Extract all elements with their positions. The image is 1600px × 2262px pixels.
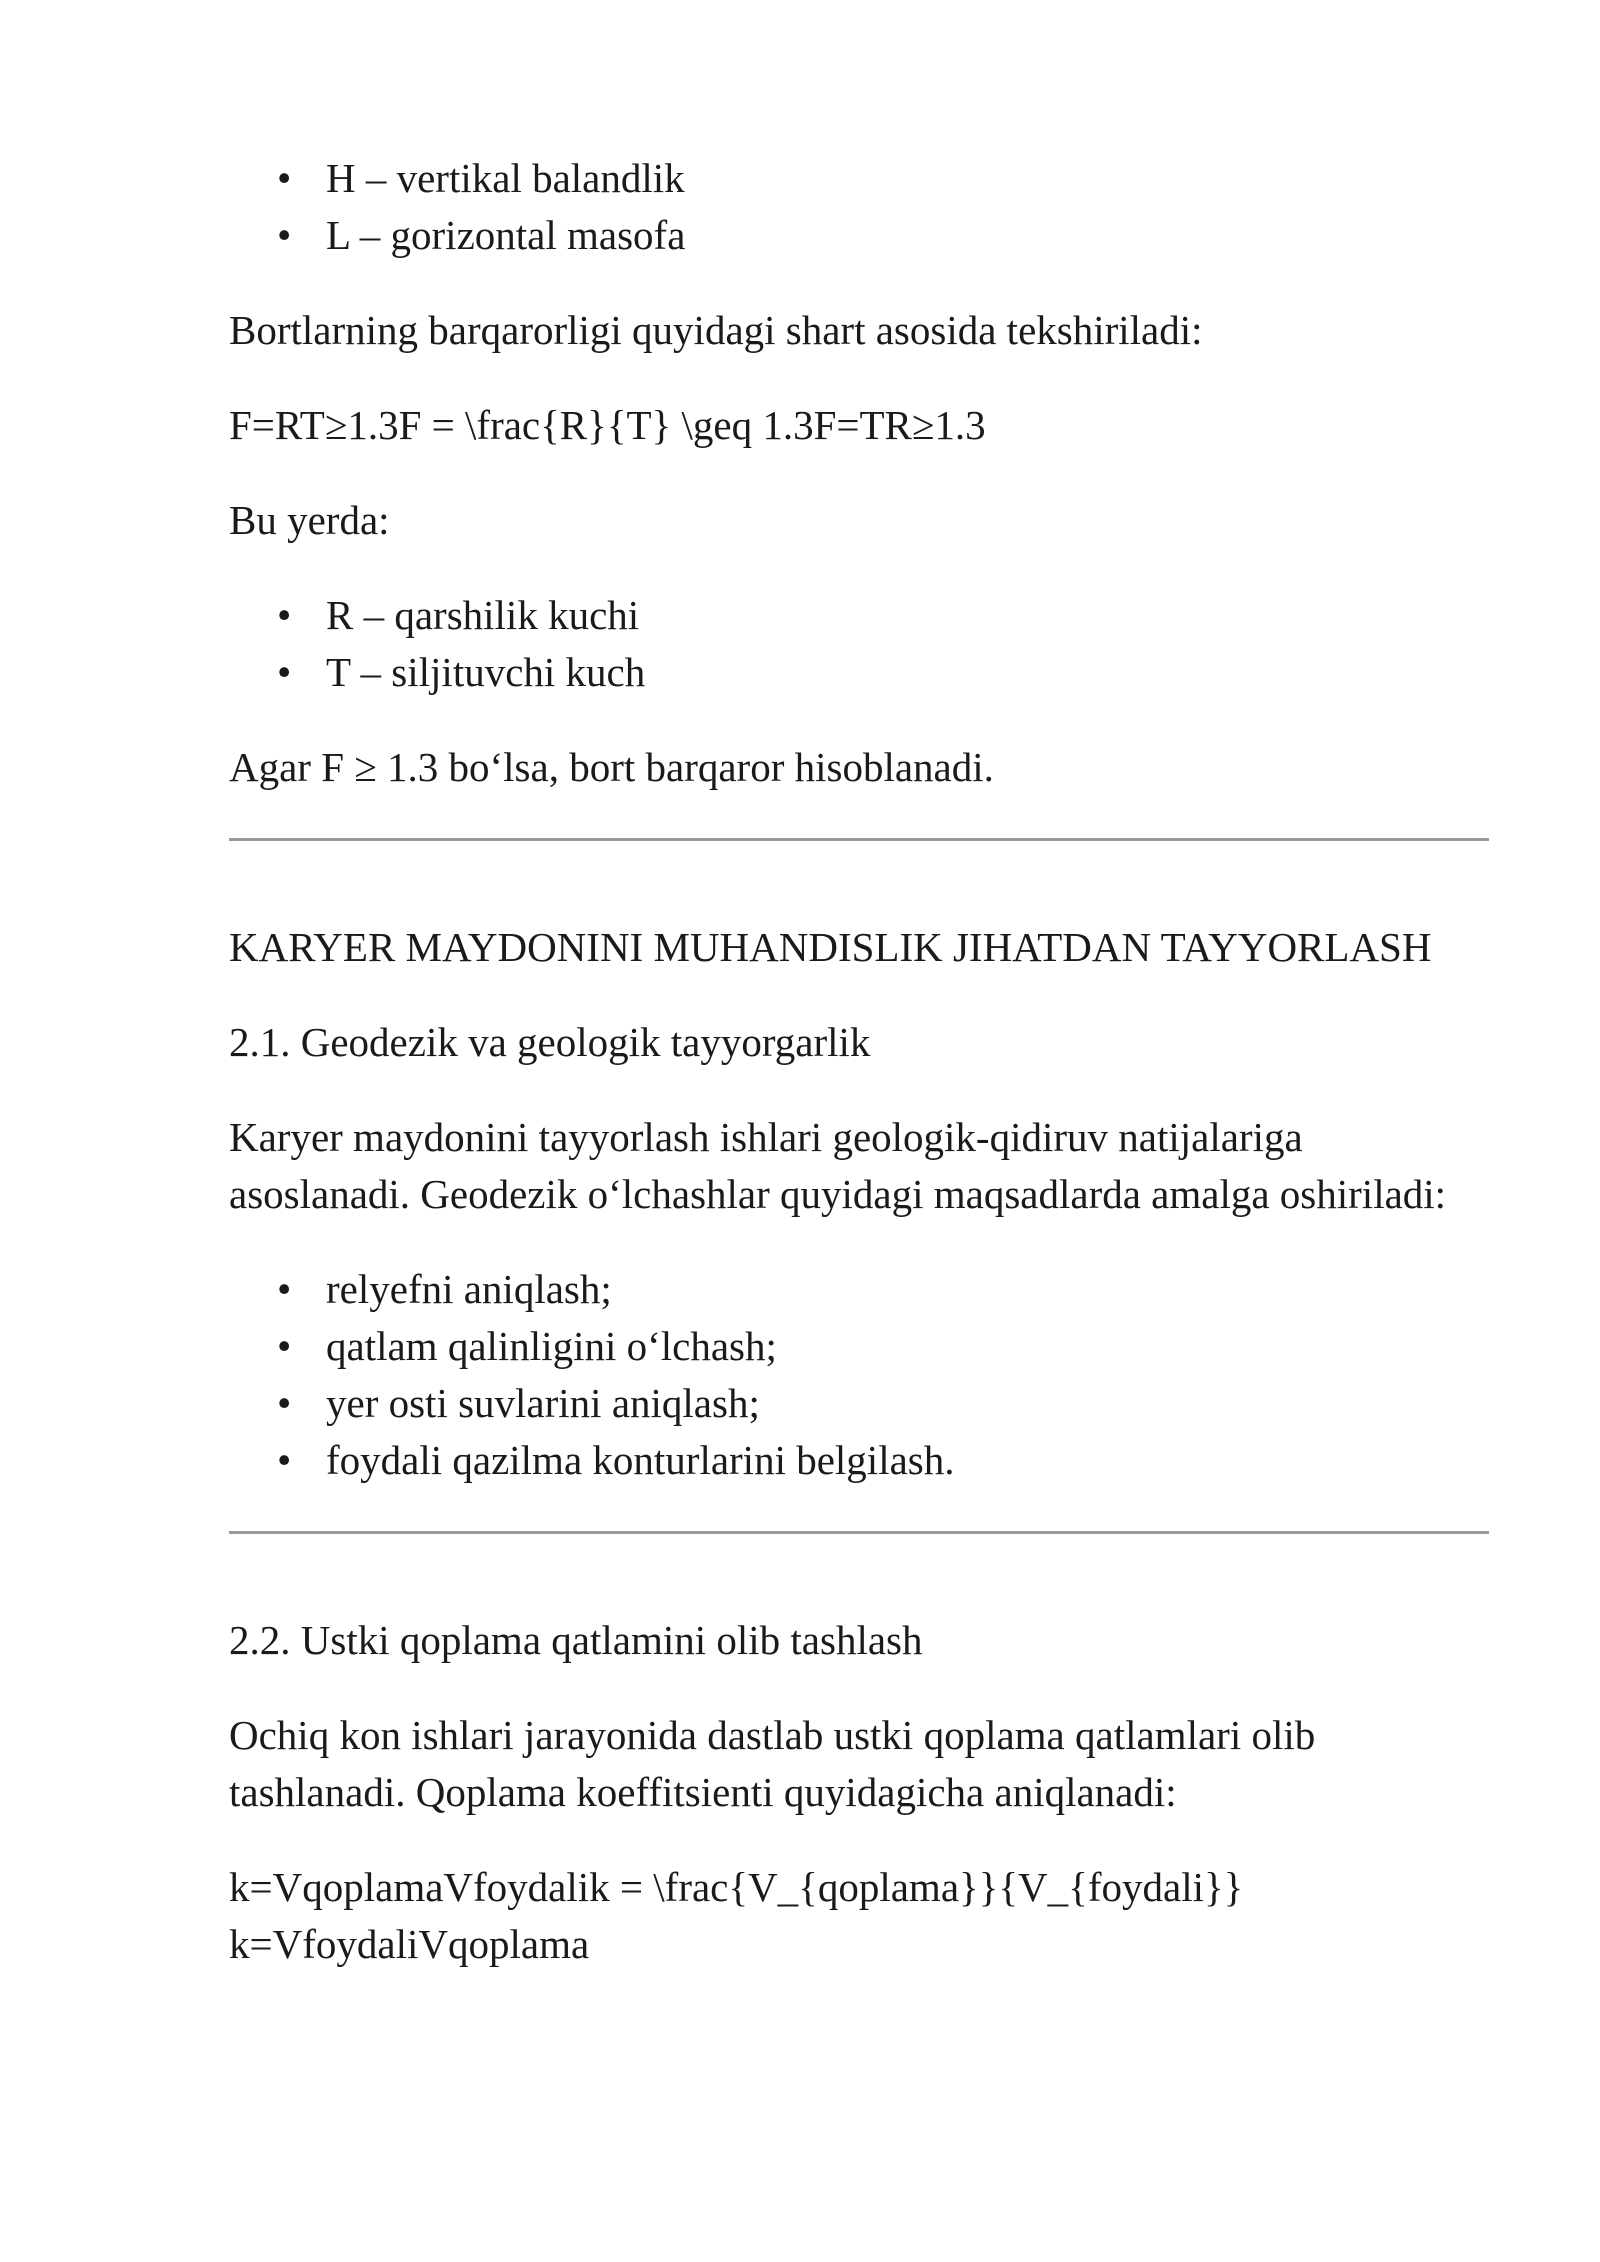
geodetic-goals-list	[229, 1261, 1489, 1489]
safety-factor-formula: F=RT≥1.3F = \frac{R}{T} \geq 1.3F=TR≥1.3	[229, 402, 986, 448]
bullet-icon: •	[277, 1380, 292, 1426]
section-heading: KARYER MAYDONINI MUHANDISLIK JIHATDAN TAYYORLASH	[229, 924, 1432, 970]
stability-paragraph: Bortlarning barqarorligi quyidagi shart asosida tekshiriladi:	[229, 307, 1203, 353]
bullet-icon: •	[277, 649, 292, 695]
list-item-text: foydali qazilma konturlarini belgilash.	[326, 1437, 955, 1483]
list-item-text: relyefni aniqlash;	[326, 1266, 612, 1312]
where-paragraph: Bu yerda:	[229, 497, 390, 543]
bullet-icon: •	[277, 1437, 292, 1483]
overburden-paragraph: Ochiq kon ishlari jarayonida dastlab ustki qoplama qatlamlari olib tashlanadi. Qoplama koeffitsienti quyidagicha aniqlanadi:	[229, 1712, 1316, 1815]
list-item-text: H – vertikal balandlik	[326, 155, 685, 201]
preparation-paragraph: Karyer maydonini tayyorlash ishlari geologik-qidiruv natijalariga asoslanadi. Geodezik o‘lchashlar quyidagi maqsadlarda amalga oshiriladi:	[229, 1114, 1447, 1217]
list-item	[229, 587, 1489, 644]
variable-list-r-t	[229, 587, 1489, 701]
bullet-icon: •	[277, 1323, 292, 1369]
condition-paragraph: Agar F ≥ 1.3 bo‘lsa, bort barqaror hisoblanadi.	[229, 744, 994, 790]
list-item	[229, 1432, 1489, 1489]
list-item-text: qatlam qalinligini o‘lchash;	[326, 1323, 777, 1369]
stripping-ratio-formula-line: k=VfoydaliVqoplama	[229, 1921, 590, 1967]
variable-list-h-l	[229, 150, 1489, 264]
list-item	[229, 1261, 1489, 1318]
bullet-icon: •	[277, 592, 292, 638]
list-item	[229, 207, 1489, 264]
subsection-heading-2-1: 2.1. Geodezik va geologik tayyorgarlik	[229, 1019, 871, 1065]
list-item	[229, 1375, 1489, 1432]
bullet-icon: •	[277, 1266, 292, 1312]
subsection-heading-2-2: 2.2. Ustki qoplama qatlamini olib tashlash	[229, 1617, 923, 1663]
list-item-text: R – qarshilik kuchi	[326, 592, 640, 638]
list-item-text: L – gorizontal masofa	[326, 212, 686, 258]
bullet-icon: •	[277, 212, 292, 258]
bullet-icon: •	[277, 155, 292, 201]
list-item-text: T – siljituvchi kuch	[326, 649, 646, 695]
document-body	[229, 150, 1489, 1973]
stripping-ratio-formula-line: k=VqoplamaVfoydalik = \frac{V_{qoplama}}{V_{foydali}}	[229, 1864, 1244, 1910]
list-item	[229, 150, 1489, 207]
list-item	[229, 1318, 1489, 1375]
list-item	[229, 644, 1489, 701]
list-item-text: yer osti suvlarini aniqlash;	[326, 1380, 760, 1426]
